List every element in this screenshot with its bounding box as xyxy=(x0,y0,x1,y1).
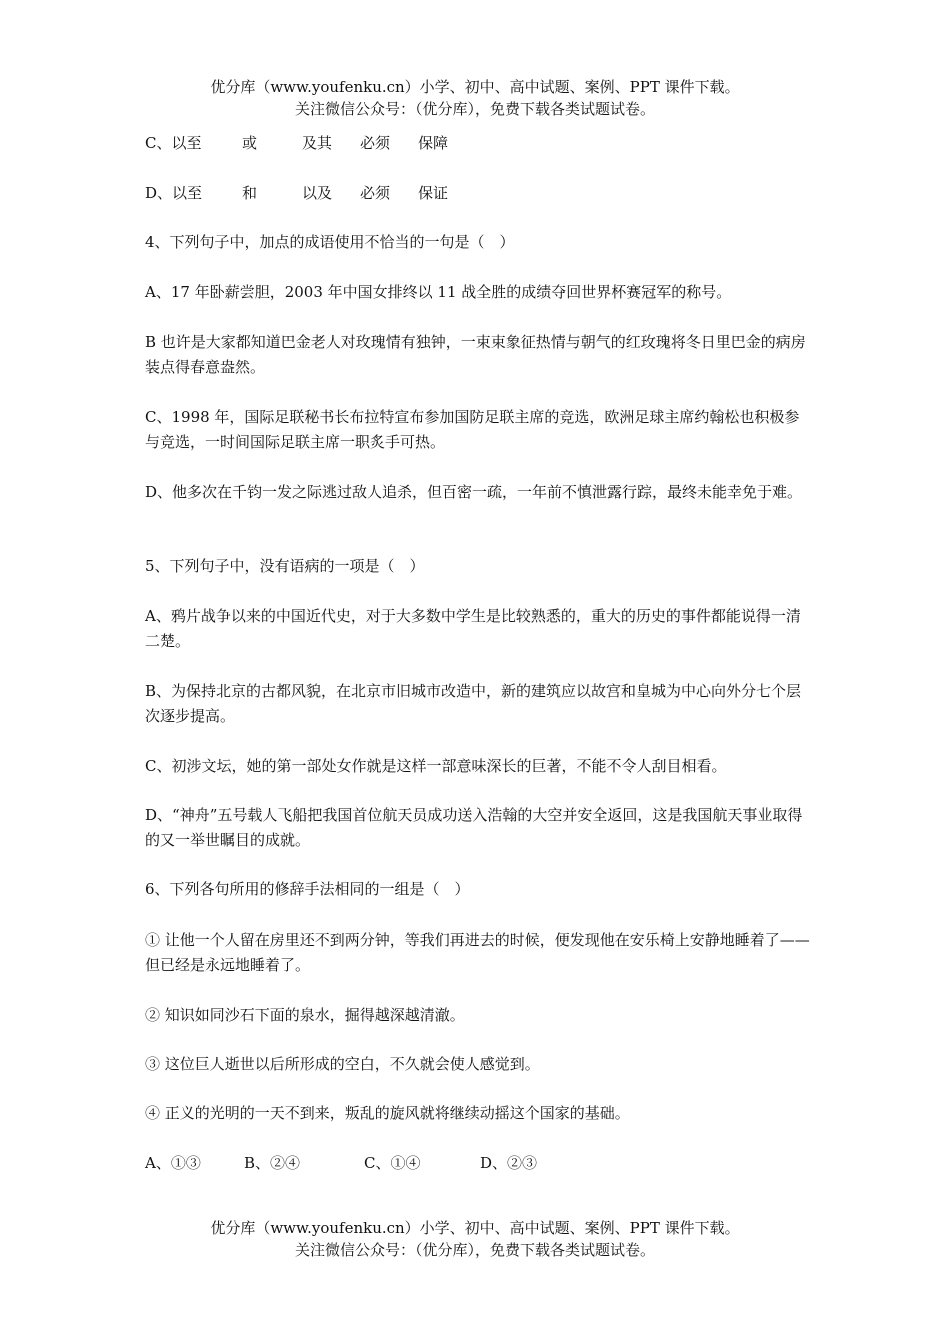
q3-c-word-2: 或 xyxy=(242,134,258,152)
q4-option-d: D、他多次在千钧一发之际逃过敌人追杀，但百密一疏，一年前不慎泄露行踪，最终未能幸免于难。 xyxy=(145,483,803,501)
q6-option-c: C、①④ xyxy=(364,1154,421,1172)
q5-option-c: C、初涉文坛，她的第一部处女作就是这样一部意味深长的巨著，不能不令人刮目相看。 xyxy=(145,757,727,775)
q4-stem: 4、下列句子中，加点的成语使用不恰当的一句是（ ） xyxy=(145,233,515,251)
q6-sentence-4: ④ 正义的光明的一天不到来，叛乱的旋风就将继续动摇这个国家的基础。 xyxy=(145,1104,630,1122)
q3-option-d xyxy=(145,181,810,206)
q3-c-word-1: C、以至 xyxy=(145,134,202,152)
header-line-1: 优分库（www.youfenku.cn）小学、初中、高中试题、案例、PPT 课件下载。 xyxy=(210,78,740,96)
q3-d-word-4: 必须 xyxy=(360,184,391,202)
q4-option-a: A、17 年卧薪尝胆，2003 年中国女排终以 11 战全胜的成绩夺回世界杯赛冠军的称号。 xyxy=(145,283,732,301)
q3-option-c xyxy=(145,131,810,156)
q3-c-word-5: 保障 xyxy=(418,134,449,152)
q5-option-b: B、为保持北京的古都风貌，在北京市旧城市改造中，新的建筑应以故宫和皇城为中心向外分七个层次逐步提高。 xyxy=(145,682,802,725)
header-line-2: 关注微信公众号：（优分库），免费下载各类试题试卷。 xyxy=(294,100,655,118)
q6-option-b: B、②④ xyxy=(244,1154,301,1172)
footer-line-2: 关注微信公众号：（优分库），免费下载各类试题试卷。 xyxy=(294,1241,655,1259)
q4-option-b: B 也许是大家都知道巴金老人对玫瑰情有独钟，一束束象征热情与朝气的红玫瑰将冬日里巴金的病房装点得春意盎然。 xyxy=(145,333,806,376)
q3-d-word-1: D、以至 xyxy=(145,184,203,202)
q6-options xyxy=(145,1151,810,1176)
q6-sentence-1: ① 让他一个人留在房里还不到两分钟，等我们再进去的时候，便发现他在安乐椅上安静地睡着了——但已经是永远地睡着了。 xyxy=(145,931,810,974)
q5-option-d: D、“神舟”五号载人飞船把我国首位航天员成功送入浩翰的大空并安全返回，这是我国航天事业取得的又一举世瞩目的成就。 xyxy=(145,806,803,849)
q6-option-a: A、①③ xyxy=(145,1154,201,1172)
page-footer xyxy=(0,1217,950,1261)
q6-option-d: D、②③ xyxy=(480,1154,538,1172)
footer-line-1: 优分库（www.youfenku.cn）小学、初中、高中试题、案例、PPT 课件下载。 xyxy=(210,1219,740,1237)
q6-sentence-2: ② 知识如同沙石下面的泉水，掘得越深越清澈。 xyxy=(145,1006,465,1024)
q3-c-word-3: 及其 xyxy=(302,134,333,152)
q6-sentence-3: ③ 这位巨人逝世以后所形成的空白，不久就会使人感觉到。 xyxy=(145,1055,540,1073)
q5-stem: 5、下列句子中，没有语病的一项是（ ） xyxy=(145,557,425,575)
page-header xyxy=(0,76,950,120)
q5-option-a: A、鸦片战争以来的中国近代史，对于大多数中学生是比较熟悉的，重大的历史的事件都能说得一清二楚。 xyxy=(145,607,801,650)
q3-d-word-2: 和 xyxy=(242,184,258,202)
q3-d-word-5: 保证 xyxy=(418,184,449,202)
q4-option-c: C、1998 年，国际足联秘书长布拉特宣布参加国防足联主席的竞选，欧洲足球主席约翰松也积极参与竞选，一时间国际足联主席一职炙手可热。 xyxy=(145,408,800,451)
q6-stem: 6、下列各句所用的修辞手法相同的一组是（ ） xyxy=(145,880,470,898)
q3-d-word-3: 以及 xyxy=(302,184,333,202)
q3-c-word-4: 必须 xyxy=(360,134,391,152)
